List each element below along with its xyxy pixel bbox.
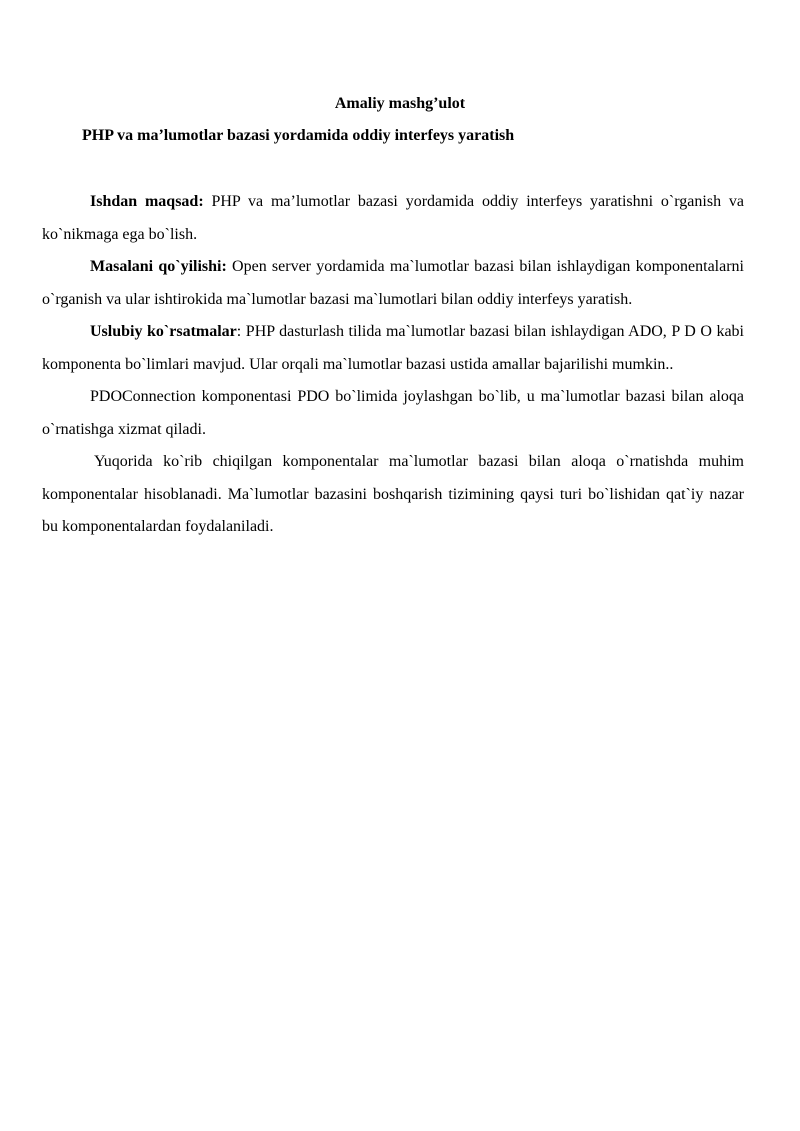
paragraph-guidelines	[42, 316, 744, 381]
paragraph-task	[42, 251, 744, 316]
paragraph-text: PDOConnection komponentasi PDO bo`limida joylashgan bo`lib, u ma`lumotlar bazasi bilan aloqa o`rnatishga xizmat qiladi.	[42, 388, 744, 438]
document-subtitle: PHP va ma’lumotlar bazasi yordamida oddiy interfeys yaratish	[82, 127, 515, 144]
paragraph-text: : PHP dasturlash tilida ma`lumotlar bazasi bilan ishlaydigan ADO, P D O kabi komponenta bo`limlari mavjud. Ular orqali ma`lumotlar bazasi ustida amallar bajarilishi mumkin..	[42, 323, 744, 373]
paragraph-text: Yuqorida ko`rib chiqilgan komponentalar ma`lumotlar bazasi bilan aloqa o`rnatishda muhim komponentalar hisoblanadi. Ma`lumotlar bazasini boshqarish tizimining qaysi turi bo`lishidan qat`iy nazar bu komponentalardan foydalaniladi.	[42, 453, 744, 535]
paragraph-lead: Uslubiy ko`rsatmalar	[90, 323, 237, 340]
document-body	[42, 186, 744, 544]
paragraph-pdoconnection	[42, 381, 744, 446]
paragraph-purpose	[42, 186, 744, 251]
paragraph-summary	[42, 446, 744, 544]
paragraph-text: Open server yordamida ma`lumotlar bazasi bilan ishlaydigan komponentalarni o`rganish va ular ishtirokida ma`lumotlar bazasi ma`lumotlari bilan oddiy interfeys yaratish.	[42, 258, 745, 308]
paragraph-text: PHP va ma’lumotlar bazasi yordamida oddiy interfeys yaratishni o`rganish va ko`nikmaga ega bo`lish.	[42, 193, 744, 243]
paragraph-lead: Masalani qo`yilishi:	[90, 258, 227, 275]
paragraph-lead: Ishdan maqsad:	[90, 193, 204, 210]
document-title: Amaliy mashg’ulot	[334, 95, 466, 112]
